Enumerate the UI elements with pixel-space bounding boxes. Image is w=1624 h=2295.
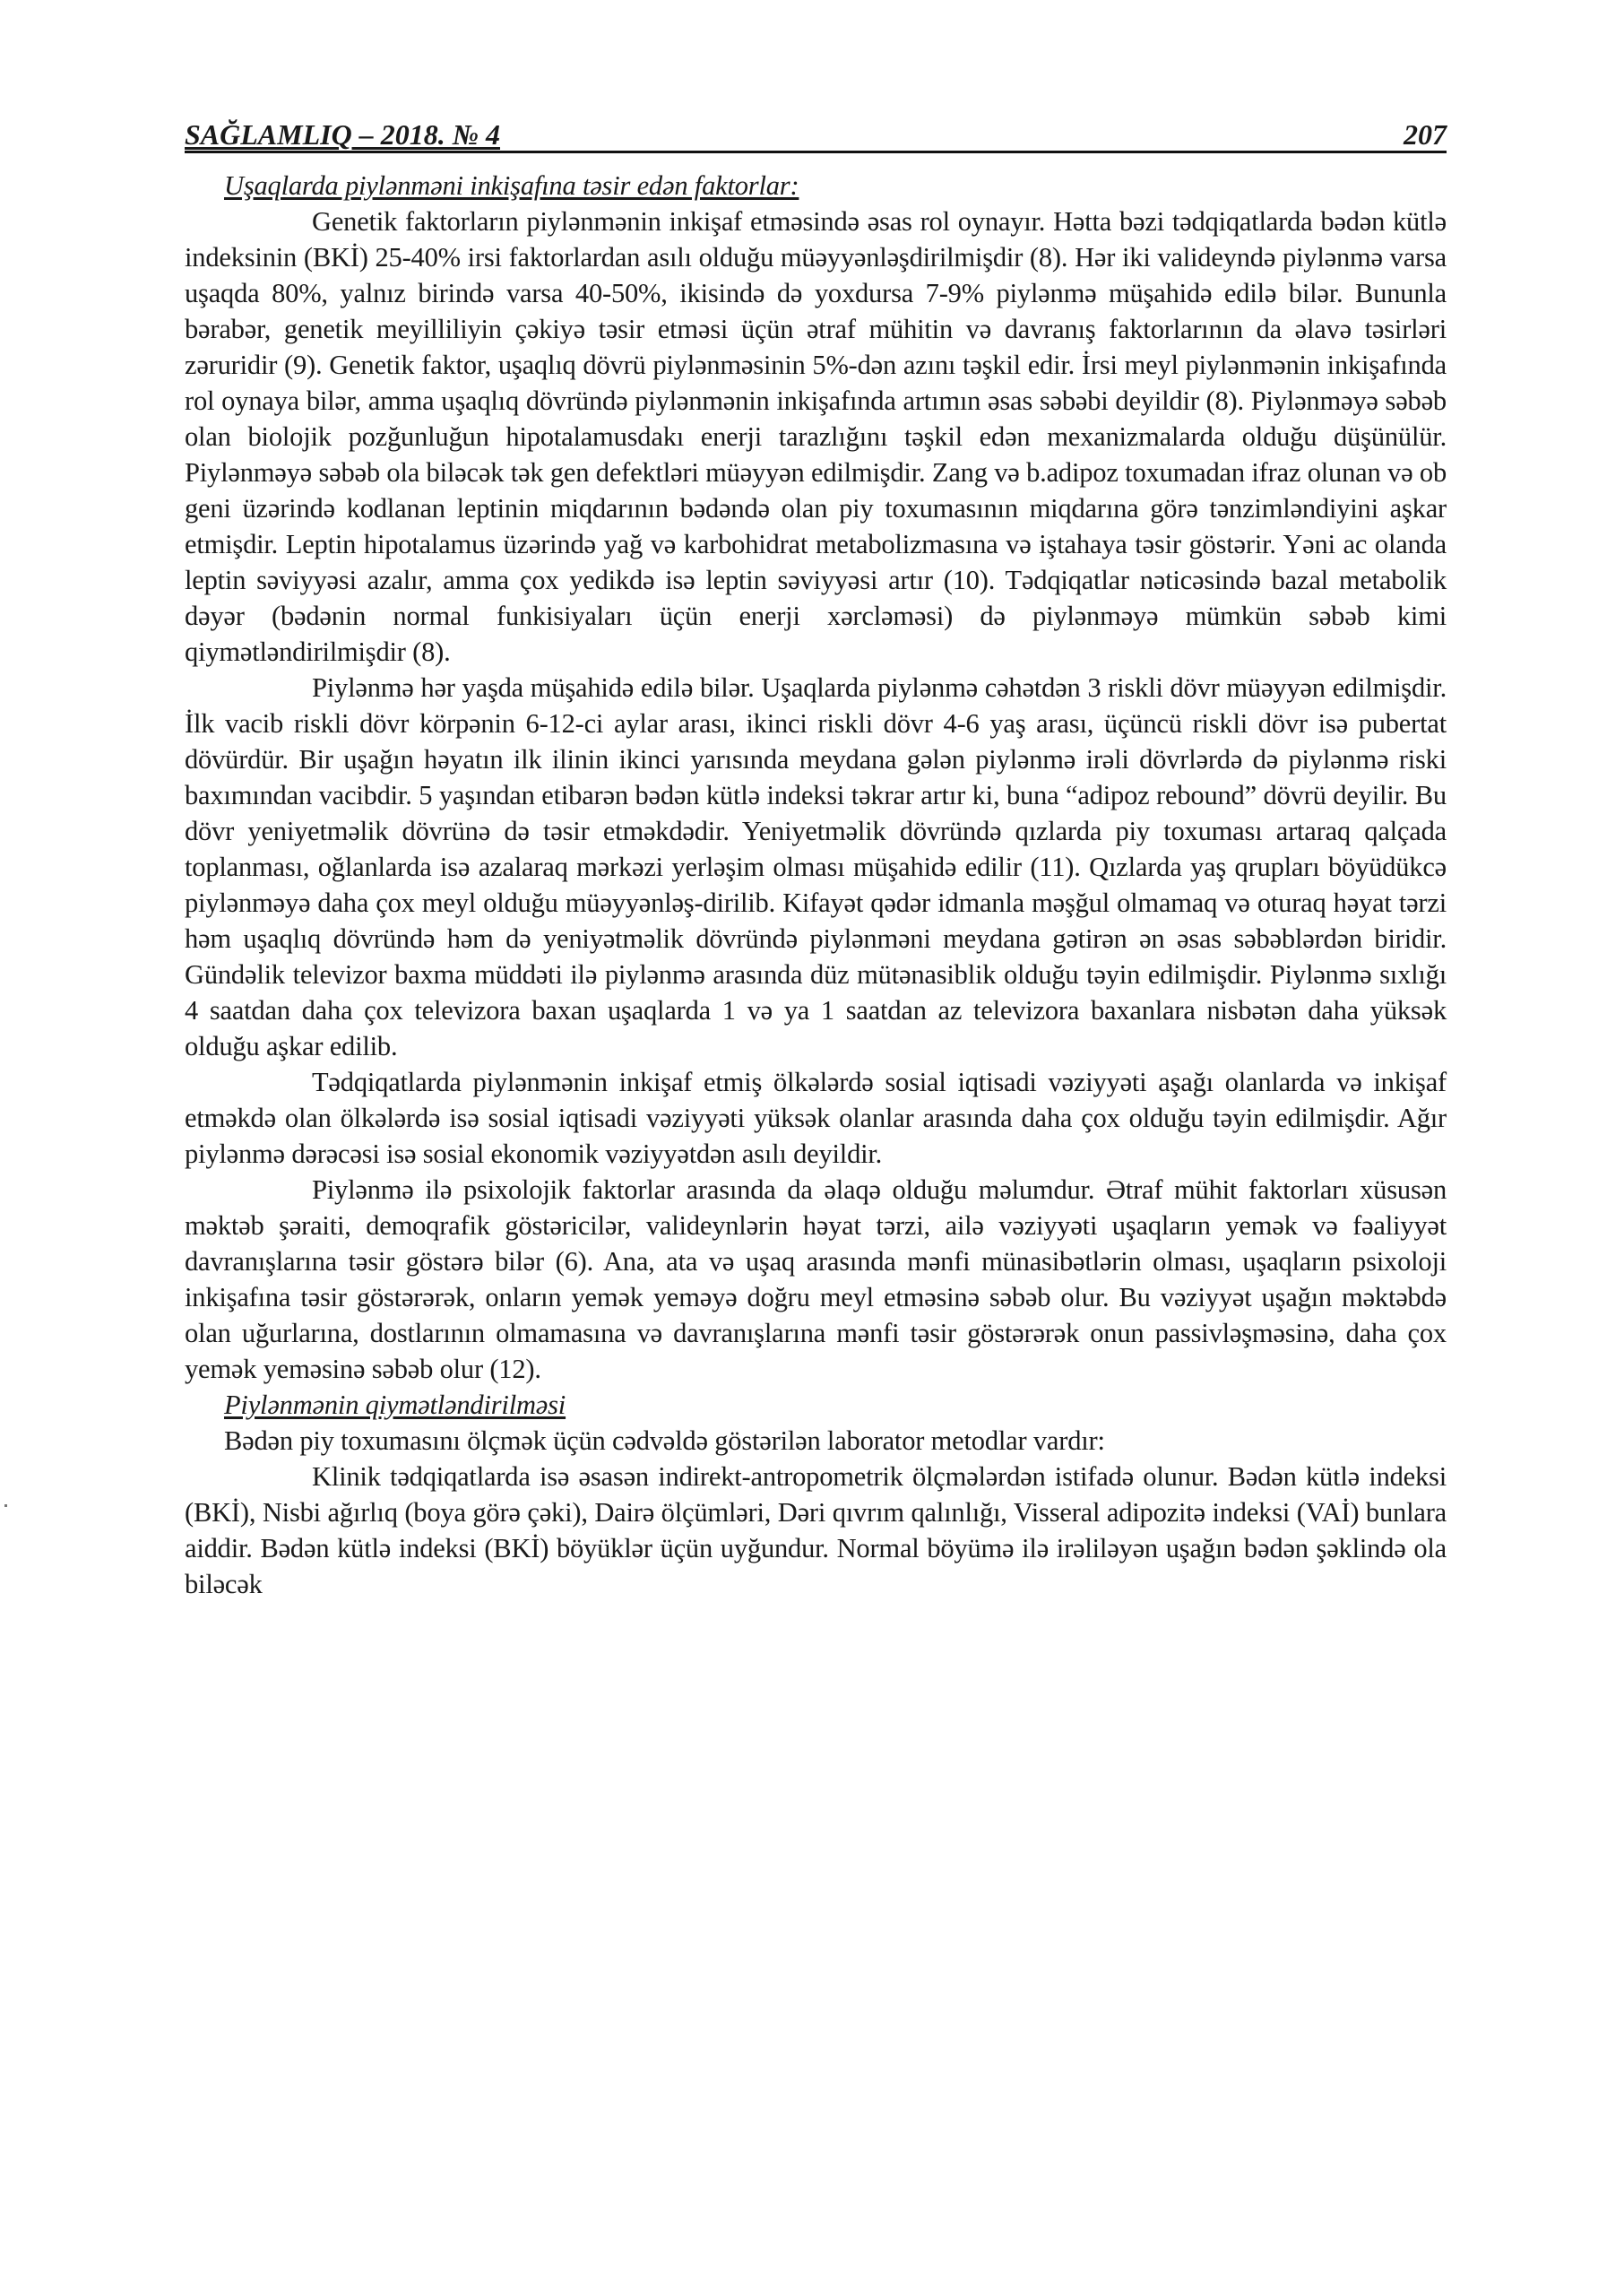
article-body <box>185 168 1447 1602</box>
scan-artifact-dot <box>4 1504 7 1507</box>
paragraph-socioeconomic: Tədqiqatlarda piylənmənin inkişaf etmiş ölkələrdə sosial iqtisadi vəziyyəti aşağı olanlarda və inkişaf etməkdə olan ölkələrdə isə sosial iqtisadi vəziyyəti yüksək olanlar arasında daha çox olduğu təyin edilmişdir. Ağır piylənmə dərəcəsi isə sosial ekonomik vəziyyətdən asılı deyildir. <box>185 1067 1447 1169</box>
paragraph-genetic-factors: Genetik faktorların piylənmənin inkişaf etməsində əsas rol oynayır. Hətta bəzi tədqiqatlarda bədən kütlə indeksinin (BKİ) 25-40% irsi faktorlardan asılı olduğu müəyyənləşdirilmişdir (8). Hər iki valideyndə piylənmə varsa uşaqda 80%, yalnız birində varsa 40-50%, ikisində də yoxdursa 7-9% piylənmə müşahidə edilə bilər. Bununla bərabər, genetik meyilliliyin çəkiyə təsir etməsi üçün ətraf mühitin və davranış faktorlarının da əlavə təsirləri zəruridir (9). Genetik faktor, uşaqlıq dövrü piylənməsinin 5%-dən azını təşkil edir. İrsi meyl piylənmənin inkişafında rol oynaya bilər, amma uşaqlıq dövründə piylənmənin inkişafında artımın əsas səbəbi deyildir (8). Piylənməyə səbəb olan biolojik pozğunluğun hipotalamusdakı enerji tarazlığını təşkil edən mexanizmalarda olduğu düşünülür. Piylənməyə səbəb ola biləcək tək gen defektləri müəyyən edilmişdir. Zang və b.adipoz toxumadan ifraz olunan və ob geni üzərində kodlanan leptinin miqdarının bədəndə olan piy toxumasının miqdarına görə tənzimləndiyini aşkar etmişdir. Leptin hipotalamus üzərində yağ və karbohidrat metabolizmasına və iştahaya təsir göstərir. Yəni ac olanda leptin səviyyəsi azalır, amma çox yedikdə isə leptin səviyyəsi artır (10). Tədqiqatlar nəticəsində bazal metabolik dəyər (bədənin normal funkisiyaları üçün enerji xərcləməsi) də piylənməyə mümkün səbəb kimi qiymətləndirilmişdir (8). <box>185 206 1447 667</box>
section-heading-factors: Uşaqlarda piylənməni inkişafına təsir edən faktorlar: <box>224 170 799 201</box>
paragraph-psychological: Piylənmə ilə psixolojik faktorlar arasında da əlaqə olduğu məlumdur. Ətraf mühit faktorları xüsusən məktəb şəraiti, demoqrafik göstəricilər, valideynlərin həyat tərzi, ailə vəziyyəti uşaqların yemək və fəaliyyət davranışlarına təsir göstərə bilər (6). Ana, ata və uşaq arasında mənfi münasibətlərin olması, uşaqların psixoloji inkişafına təsir göstərərək, onların yemək yeməyə doğru meyl etməsinə səbəb olur. Bu vəziyyət uşağın məktəbdə olan uğurlarına, dostlarının olmamasına və davranışlarına mənfi təsir göstərərək onun passivləşməsinə, daha çox yemək yeməsinə səbəb olur (12). <box>185 1174 1447 1384</box>
paragraph-clinical-methods: Klinik tədqiqatlarda isə əsasən indirekt-antropometrik ölçmələrdən istifadə olunur. Bədən kütlə indeksi (BKİ), Nisbi ağırlıq (boya görə çəki), Dairə ölçümləri, Dəri qıvrım qalınlığı, Visseral adipozitə indeksi (VAİ) bunlara aiddir. Bədən kütlə indeksi (BKİ) böyüklər üçün uyğundur. Normal böyümə ilə irəliləyən uşağın bədən şəklində ola biləcək <box>185 1461 1447 1599</box>
page-number: 207 <box>1404 118 1447 151</box>
paragraph-lab-methods: Bədən piy toxumasını ölçmək üçün cədvəldə göstərilən laborator metodlar vardır: <box>224 1425 1105 1456</box>
journal-title: SAĞLAMLIQ – 2018. № 4 <box>185 118 500 151</box>
section-heading-assessment: Piylənmənin qiymətləndirilməsi <box>224 1390 566 1420</box>
journal-page <box>185 115 1447 1602</box>
running-header <box>185 115 1447 153</box>
paragraph-risk-periods: Piylənmə hər yaşda müşahidə edilə bilər. Uşaqlarda piylənmə cəhətdən 3 riskli dövr müəyyən edilmişdir. İlk vacib riskli dövr körpənin 6-12-ci aylar arası, ikinci riskli dövr 4-6 yaş arası, üçüncü riskli dövr isə pubertat dövürdür. Bir uşağın həyatın ilk ilinin ikinci yarısında meydana gələn piylənmə irəli dövrlərdə də piylənmə riski baxımından vacibdir. 5 yaşından etibarən bədən kütlə indeksi təkrar artır ki, buna “adipoz rebound” dövrü deyilir. Bu dövr yeniyetməlik dövrünə də təsir etməkdədir. Yeniyetməlik dövründə qızlarda piy toxuması artaraq qalçada toplanması, oğlanlarda isə azalaraq mərkəzi yerləşim olması müşahidə edilir (11). Qızlarda yaş qrupları böyüdükcə piylənməyə daha çox meyl olduğu müəyyənləş-dirilib. Kifayət qədər idmanla məşğul olmamaq və oturaq həyat tərzi həm uşaqlıq dövründə həm də yeniyətməlik dövründə piylənməni meydana gətirən ən əsas səbəblərdən biridir. Gündəlik televizor baxma müddəti ilə piylənmə arasında düz mütənasiblik olduğu təyin edilmişdir. Piylənmə sıxlığı 4 saatdan daha çox televizora baxan uşaqlarda 1 və ya 1 saatdan az televizora baxanlara nisbətən daha yüksək olduğu aşkar edilib. <box>185 672 1447 1061</box>
